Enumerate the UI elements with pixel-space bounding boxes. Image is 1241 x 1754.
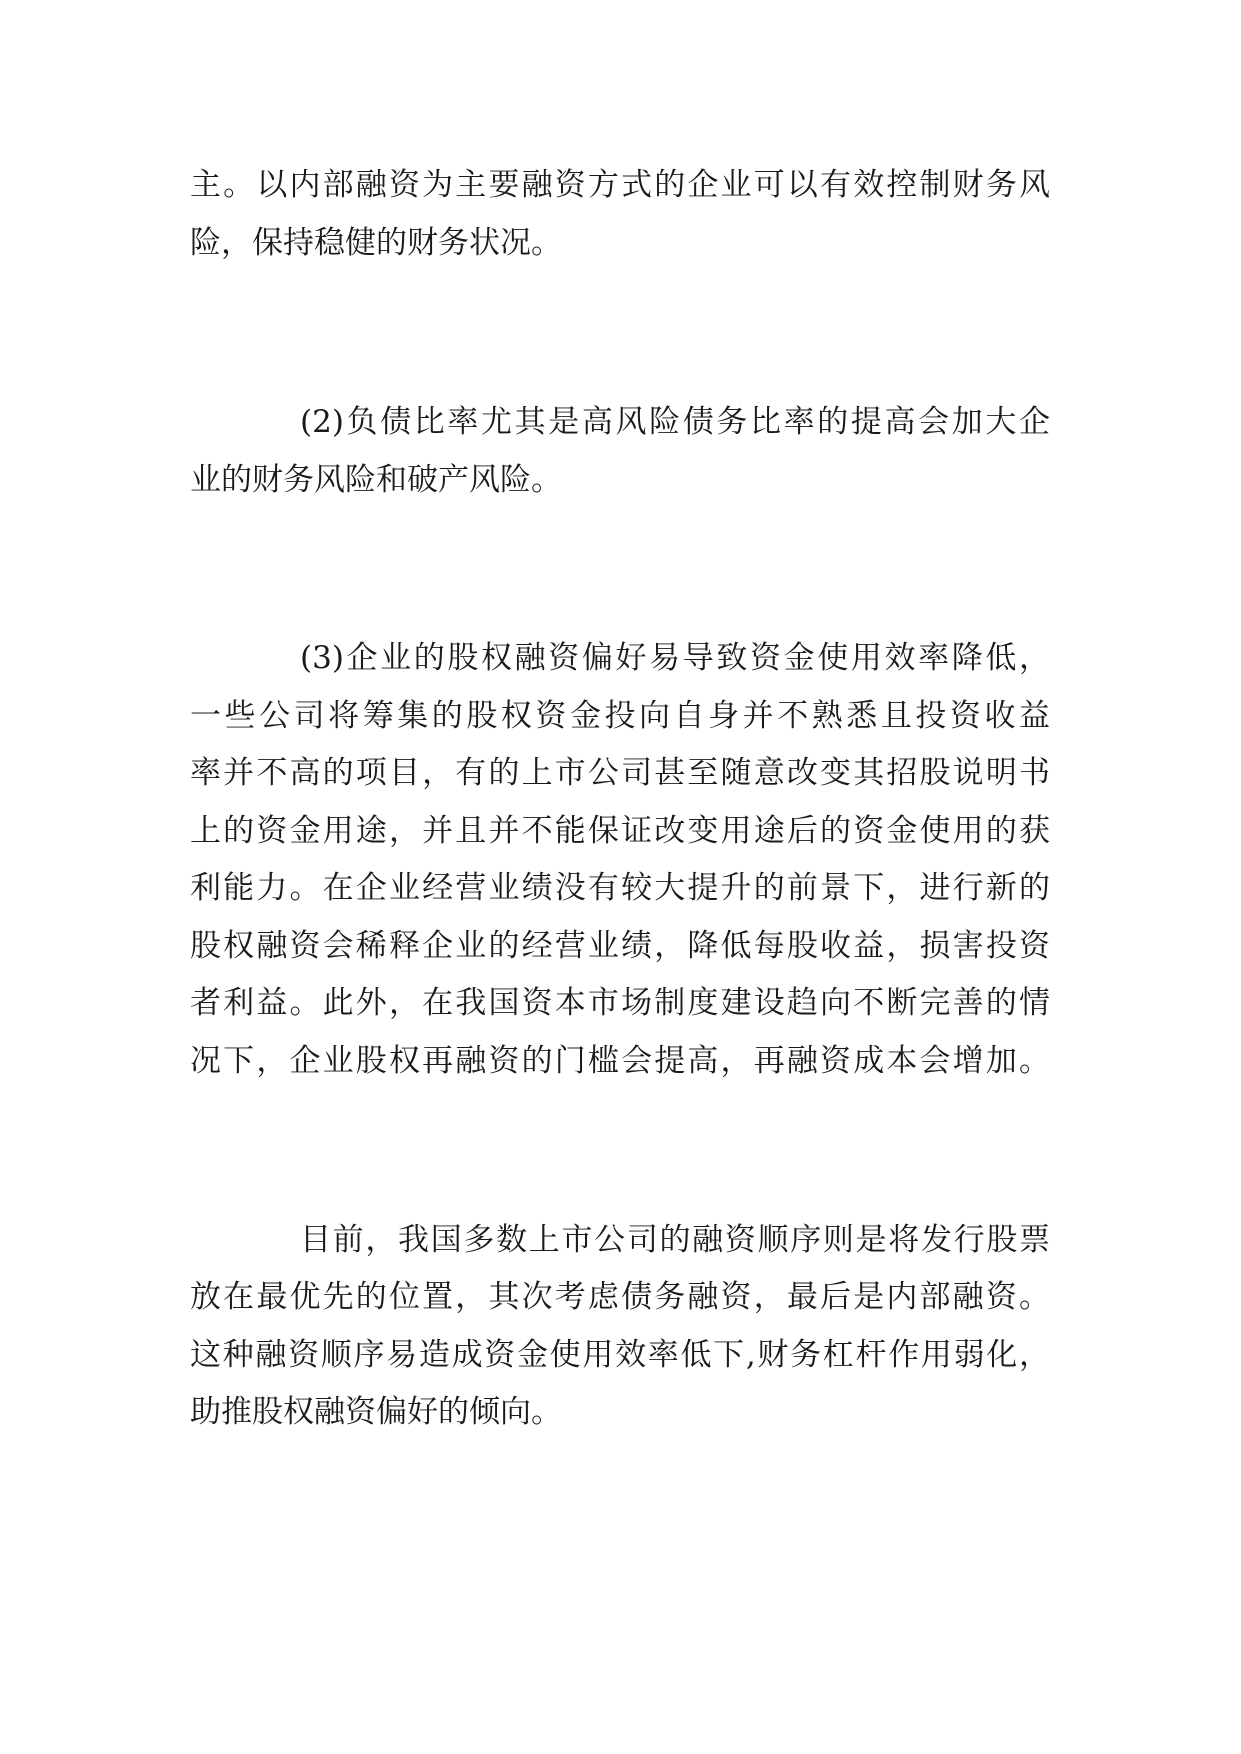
paragraph-line: 助推股权融资偏好的倾向。 (190, 1394, 562, 1430)
paragraph-line: 股权融资会稀释企业的经营业绩，降低每股收益，损害投资 (190, 928, 1050, 964)
paragraph-line: 目前，我国多数上市公司的融资顺序则是将发行股票 (300, 1222, 1050, 1258)
paragraph-line: 险，保持稳健的财务状况。 (190, 225, 562, 261)
paragraph-line: 率并不高的项目，有的上市公司甚至随意改变其招股说明书 (190, 755, 1050, 791)
paragraph-line: 主。以内部融资为主要融资方式的企业可以有效控制财务风 (190, 167, 1050, 203)
paragraph-line: 上的资金用途，并且并不能保证改变用途后的资金使用的获 (190, 813, 1050, 849)
paragraph-line: (3)企业的股权融资偏好易导致资金使用效率降低， (300, 640, 1050, 676)
paragraph-line: 业的财务风险和破产风险。 (190, 462, 562, 498)
paragraph-line: 放在最优先的位置，其次考虑债务融资，最后是内部融资。 (190, 1279, 1050, 1315)
paragraph-line: 者利益。此外，在我国资本市场制度建设趋向不断完善的情 (190, 985, 1050, 1021)
paragraph-line: 一些公司将筹集的股权资金投向自身并不熟悉且投资收益 (190, 698, 1050, 734)
paragraph-line: 这种融资顺序易造成资金使用效率低下,财务杠杆作用弱化， (190, 1337, 1050, 1373)
paragraph-line: 况下，企业股权再融资的门槛会提高，再融资成本会增加。 (190, 1043, 1050, 1079)
paragraph-line: 利能力。在企业经营业绩没有较大提升的前景下，进行新的 (190, 870, 1050, 906)
paragraph-line: (2)负债比率尤其是高风险债务比率的提高会加大企 (300, 404, 1050, 440)
